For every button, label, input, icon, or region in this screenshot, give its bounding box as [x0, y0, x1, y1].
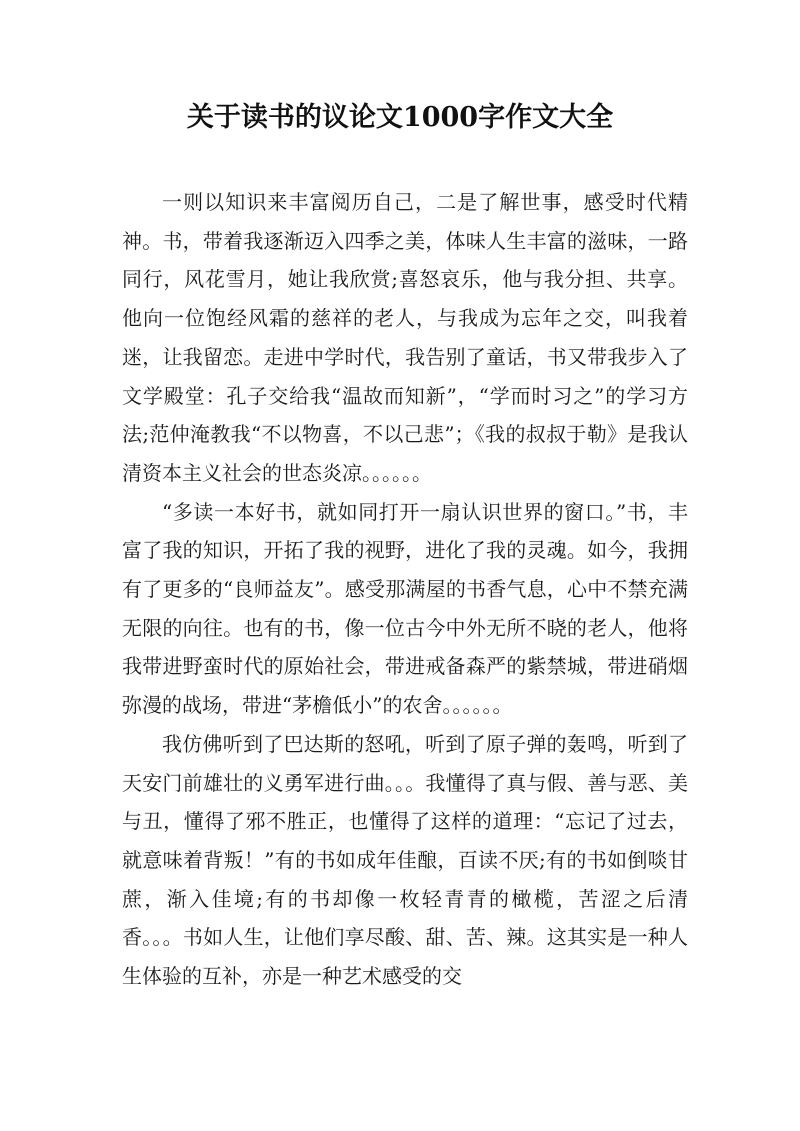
document-body [122, 183, 688, 996]
paragraph-3: 我仿佛听到了巴达斯的怒吼，听到了原子弹的轰鸣，听到了天安门前雄壮的义勇军进行曲。。。我懂得了真与假、善与恶、美与丑，懂得了邪不胜正，也懂得了这样的道理：“忘记了过去，就意味着背叛！”有的书如成年佳酿，百读不厌;有的书如倒啖甘蔗，渐入佳境;有的书却像一枚轻青青的橄榄，苦涩之后清香。。。书如人生，让他们享尽酸、甜、苦、辣。这其实是一种人生体验的互补，亦是一种艺术感受的交 [122, 731, 688, 989]
paragraph-2: “多读一本好书，就如同打开一扇认识世界的窗口。”书，丰富了我的知识，开拓了我的视野，进化了我的灵魂。如今，我拥有了更多的“良师益友”。感受那满屋的书香气息，心中不禁充满无限的向往。也有的书，像一位古今中外无所不晓的老人，他将我带进野蛮时代的原始社会，带进戒备森严的紫禁城，带进硝烟弥漫的战场，带进“茅檐低小”的农舍。。。。。。 [122, 499, 688, 718]
document-title: 关于读书的议论文1000字作文大全 [186, 102, 614, 133]
paragraph-1: 一则以知识来丰富阅历自己，二是了解世事，感受时代精神。书，带着我逐渐迈入四季之美，体味人生丰富的滋味，一路同行，风花雪月，她让我欣赏;喜怒哀乐，他与我分担、共享。他向一位饱经风霜的慈祥的老人，与我成为忘年之交，叫我着迷，让我留恋。走进中学时代，我告别了童话，书又带我步入了文学殿堂：孔子交给我“温故而知新”，“学而时习之”的学习方法;范仲淹教我“不以物喜，不以己悲”；《我的叔叔于勒》是我认清资本主义社会的世态炎凉。。。。。。 [122, 190, 688, 485]
